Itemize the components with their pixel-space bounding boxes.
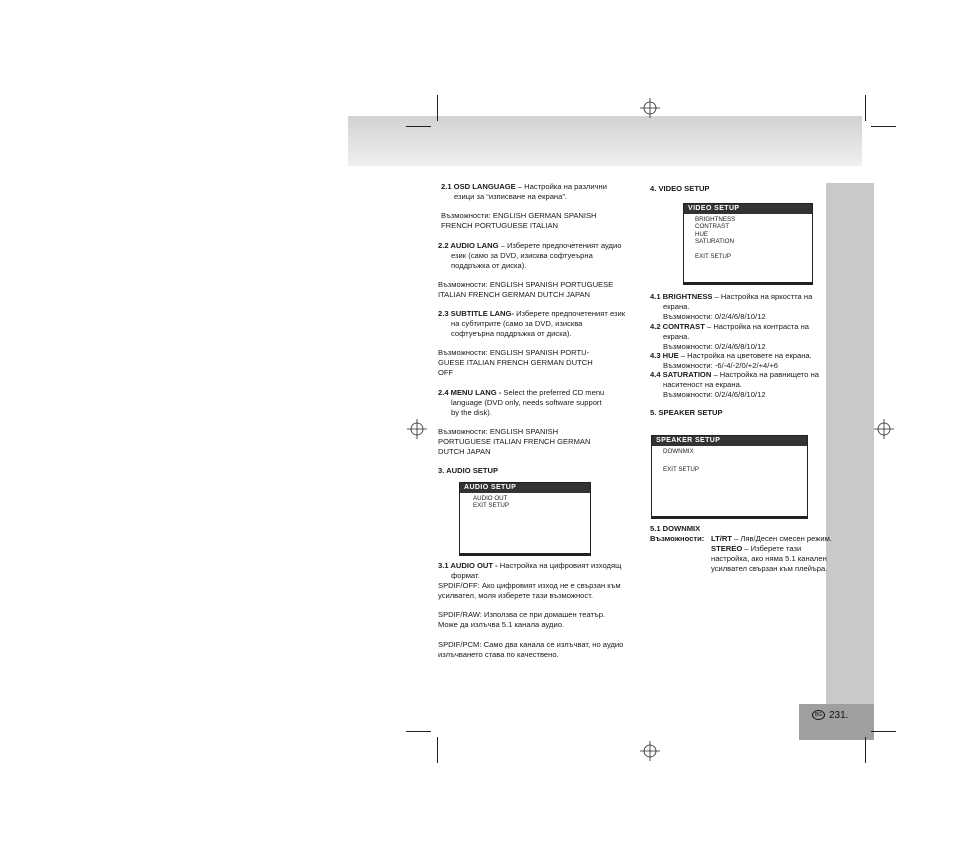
menu-item-exit-setup[interactable]: EXIT SETUP [663,466,699,474]
page-number: BG 231. [812,710,848,721]
spdif-pcm: SPDIF/PCM: Само два канала се излъчват, но аудио излъчването става по качествено. [438,640,624,659]
menu-item-contrast[interactable]: CONTRAST [695,223,730,231]
audio-setup-menu [459,482,591,556]
video-setup-menu [683,203,813,285]
section-5-1: 5.1 DOWNMIX Възможности: LT/RT – Ляв/Десен смесен режим. STEREO – Изберете тази настройка, ако няма 5.1 канален усилвател свързан към плейъра. [650,524,832,573]
menu-item-brightness[interactable]: BRIGHTNESS [695,216,736,223]
crop-mark [406,731,431,732]
section-2-3: 2.3 SUBTITLE LANG- Изберете предпочетеният език на субтитрите (само за DVD, изисква софтуеърна поддръжка от диска). [438,309,626,338]
language-badge-icon: BG [812,710,825,720]
menu-item-hue[interactable]: HUE [695,230,709,238]
crop-mark [437,95,438,121]
speaker-setup-heading: 5. SPEAKER SETUP [650,408,723,417]
menu-item-exit-setup[interactable]: EXIT SETUP [473,502,509,510]
audio-setup-heading: 3. AUDIO SETUP [438,466,499,475]
section-3-1: 3.1 AUDIO OUT - Настройка на цифровият изходящ формат. SPDIF/OFF: Ако цифровият изход не е свързан към усилвател, моля изберете тази възможност. [438,561,622,600]
menu-item-exit-setup[interactable]: EXIT SETUP [695,253,731,261]
section-4-3: 4.3 HUE – Настройка на цветовете на екрана. Възможности: -6/-4/-2/0/+2/+4/+6 [650,351,812,370]
section-4-1: 4.1 BRIGHTNESS – Настройка на яркостта на екрана. Възможности: 0/2/4/6/8/10/12 [650,292,813,321]
menu-item-saturation[interactable]: SATURATION [695,237,734,245]
audio-setup-menu-title: AUDIO SETUP [460,483,590,493]
video-setup-heading: 4. VIDEO SETUP [650,184,710,193]
crop-mark [865,95,866,121]
video-setup-menu-title: VIDEO SETUP [684,204,812,214]
options-2-1: Възможности: ENGLISH GERMAN SPANISH FRENCH PORTUGUESE ITALIAN [441,211,597,230]
options-2-4: Възможности: ENGLISH SPANISH PORTUGUESE ITALIAN FRENCH GERMAN DUTCH JAPAN [438,427,591,456]
options-2-2: Възможности: ENGLISH SPANISH PORTUGUESE ITALIAN FRENCH GERMAN DUTCH JAPAN [438,280,614,299]
registration-mark-icon [640,741,660,761]
header-band [348,116,862,166]
crop-mark [871,731,896,732]
speaker-setup-menu [651,435,808,519]
registration-mark-icon [640,98,660,118]
crop-mark [871,126,896,127]
crop-mark [437,737,438,763]
section-2-2: 2.2 AUDIO LANG – Изберете предпочетеният аудио език (само за DVD, изисква софтуеърна поддръжка от диска). [438,241,622,270]
crop-mark [865,737,866,763]
registration-mark-icon [407,419,427,439]
section-4-2: 4.2 CONTRAST – Настройка на контраста на екрана. Възможности: 0/2/4/6/8/10/12 [650,322,810,351]
section-4-4: 4.4 SATURATION – Настройка на равнището на наситеност на екрана. Възможности: 0/2/4/6/8/10/12 [650,370,819,399]
options-2-3: Възможности: ENGLISH SPANISH PORTU- GUESE ITALIAN FRENCH GERMAN DUTCH OFF [438,348,593,377]
side-band [826,183,874,740]
section-2-4: 2.4 MENU LANG - Select the preferred CD menu language (DVD only, needs software support by the disk). [438,388,605,417]
registration-mark-icon [874,419,894,439]
section-2-1: 2.1 OSD LANGUAGE – Настройка на различни езици за “изписване на екрана”. [441,182,607,201]
speaker-setup-menu-title: SPEAKER SETUP [652,436,807,446]
menu-item-audio-out[interactable]: AUDIO OUT [473,495,508,502]
spdif-raw: SPDIF/RAW: Използва се при домашен театър. Може да излъчва 5.1 канала аудио. [438,610,606,629]
menu-item-downmix[interactable]: DOWNMIX [663,448,694,455]
crop-mark [406,126,431,127]
